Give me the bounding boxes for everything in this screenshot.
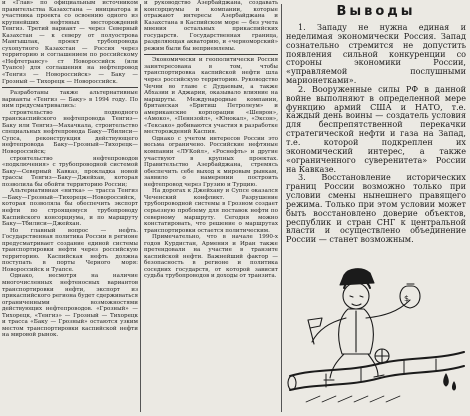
column1-paragraph: строительство подводного транскаспийского нефтепровода Тенгиз—Баку или Тенгиз—Махачкала, строительство специальных нефтепровода Баку—Тбилиси—Супса, реконструкция действующего нефтепровода Баку—Грозный—Тихорецк—Новороссийск;: [2, 109, 138, 156]
conclusion-item: 1. Западу не нужна единая и неделимая экономически Россия. Запад сознательно стремится не допустить появления сильной конкуренции со стороны экономики России, «управляемой послушными марионетками».: [286, 22, 466, 86]
column1-paragraph: Однако, несмотря на наличие многочисленных нефтеносных вариантов транспортировки нефти, экспорт из прикаспийского региона будет сдерживаться ограниченными возможностями действующих нефтепроводов. «Грозный» — Тихорецк, «Тенгиз» — Грозный — Тихорецк и трасса «Баку — Грозный» остаются узким местом транспортировки каспийской нефти на мировой рынок.: [2, 273, 138, 339]
conclusion-item: 2. Вооруженные силы РФ в данной войне выполняют в определенной мере функцию армий США и НАТО, т.е. каждый день воины — создатель условия для беспрепятственной перекачки стратегической нефти и газа на Запад, т.е. которой подкреплен их экономический интерес, а также «ограниченного суверенитета» России на Кавказе.: [286, 83, 466, 174]
column1-paragraph: Разработаны также альтернативные варианты «Тенгиз — Баку» в 1994 году. По ним предусматривались:: [2, 90, 138, 110]
conclusions-box: [286, 0, 466, 260]
article-column-middle: [144, 0, 278, 414]
column2-paragraph: и руководство Азербайджана, создавать консорциумы и компании, которые отражают интересы Азербайджана и Казахстана в Каспийском море — без учета мнения остальных прикаспийских государств. Государственная граница, разделяющая акваторию, и «черноморский» режим были бы неприемлемы.: [144, 0, 278, 52]
column2-paragraph: Примечательно, что в начале 1990-х годов Курдистан, Армения и Иран также претендовали на участие в транзите каспийской нефти. Важнейший фактор — безопасность в регионе и политика соседних государств, от которой зависит судьба трубопроводов и доходы от транзита.: [144, 234, 278, 280]
column-rule: [140, 4, 141, 412]
column1-paragraph: Альтернативная «нитка» — трасса Тенгиз—Баку—Грозный—Тихорецк—Новороссийск, которая позволяла бы обеспечить экспорт нефти по строящемуся трубопроводу Каспийского консорциума, и по маршруту Баку—Тбилиси—Джейхан.: [2, 188, 138, 228]
column2-paragraph: Экономически и геополитически Россия заинтересована в том, чтобы транспортировка каспийской нефти шла через российскую территорию. Руководство Чечни во главе с Дудаевым, а также Абхазии и Аджарии, оказывало влияние на маршруты. Международные компании, британская «Бритиш Петролеум» и американские корпорации «Шеврон», «Амоко», «Пеннзойл», «Юнокал», «Эксон», «Тексако» добиваются участия в разработке месторождений Каспия.: [144, 57, 278, 136]
column1-paragraph: строительство нефтепроводов «подключения» с трубопроводной системой Баку—Северный Кавказ, прокладка новой трассы Тенгиз—Баку—Джейхан, которая позволила бы обойти территорию России;: [2, 155, 138, 188]
column2-paragraph: На дорогах к Джейхану и Супсе оказался Чеченский конфликт. Разрушение трубопроводной системы в Грозном создает серьезную проблему для поставок нефти по северному маршруту. Сегодня можно констатировать, что решение о маршрутах транспортировки остается политическим.: [144, 188, 278, 234]
conclusion-item: 3. Восстановление исторических границ России возможно только при условии смены нынешнего правящего режима. Только при этом условии может быть восстановлено доверие объектов, республик и стран СНГ к центральной власти и осуществлено объединение России — станет возможным.: [286, 172, 466, 245]
article-column-left: [2, 0, 138, 414]
conclusions-title: Выводы: [336, 4, 416, 19]
column1-paragraph: и «Глав» по официальным источником правительства Казахстана — инициатора и участника проекта со освоению одного из крупнейших нефтяных месторождений Тенгиз. Третий вариант — через Северный Казахстан — к северу от полуострова Мангышлак, проект трубопровода сухопутного Казахстан — Россия через территорию и соглашением по российскому «Нефтетрансу» ст Новороссийск (или Туапсе) для соглашения на нефтепровод «Тенгиз — Новороссийск» — Баку — Грозный — Тихорецк — Новороссийск.: [2, 0, 138, 85]
column1-paragraph: Но главный вопрос — нефть. Государственная политика России в регионе предусматривает создание единой системы транспортировки нефти через российскую территорию. Каспийская нефть должна поступать в порты Черного моря: Новороссийск и Туапсе.: [2, 227, 138, 273]
column-rule: [281, 4, 282, 412]
caricature-illustration: [286, 256, 468, 414]
svg-text:$: $: [404, 294, 410, 303]
column2-paragraph: Однако с учетом интересов России это весьма ограничено. Российские нефтяные компании «ЛУКойл», «Роснефть» и другие участвуют в крупных проектах. Правительство Азербайджана, стремясь обеспечить себе выход к мировым рынкам, заявило о намерении построить нефтепровод через Грузию и Турцию.: [144, 135, 278, 188]
conclusions-body: [286, 23, 466, 244]
column-divider: [2, 87, 138, 88]
column-divider: [144, 54, 278, 55]
